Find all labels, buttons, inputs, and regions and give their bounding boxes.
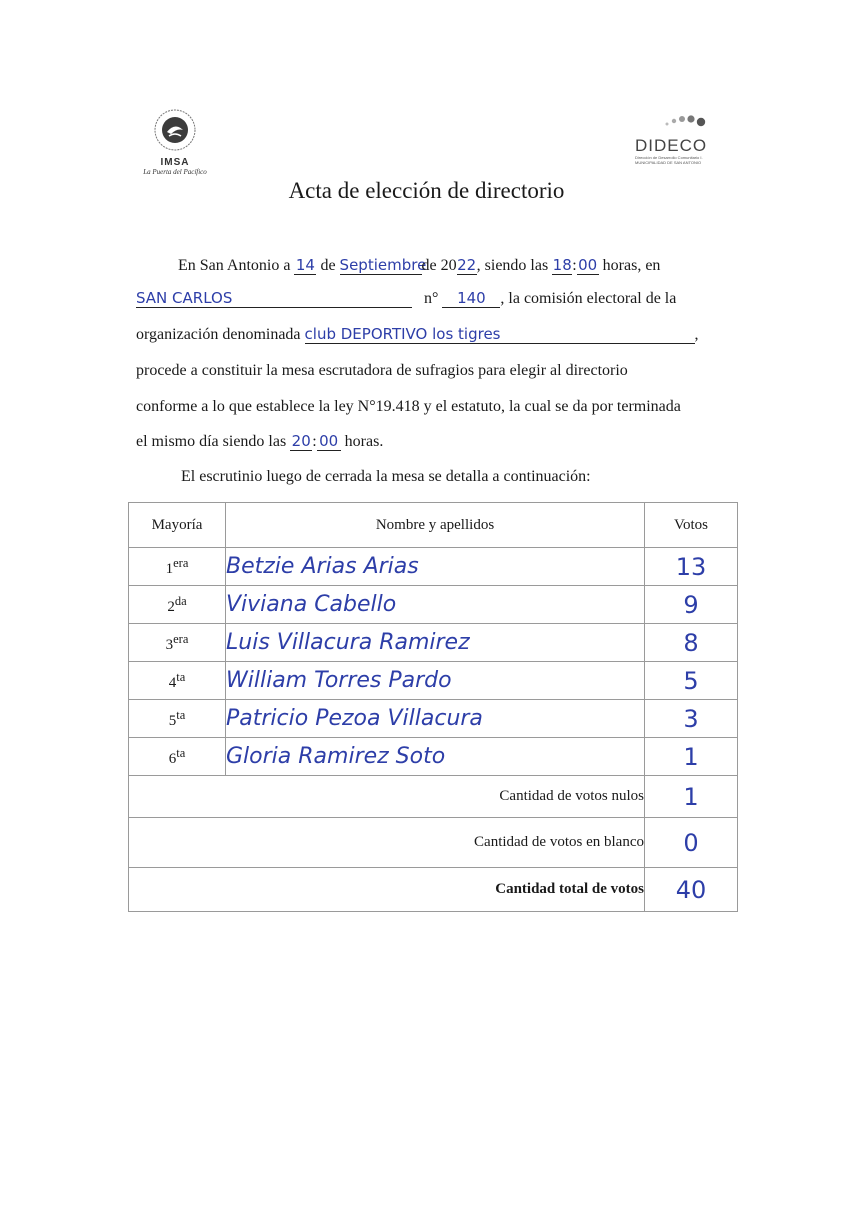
value-votos-total: 40 (645, 868, 738, 912)
field-minute: 00 (578, 256, 598, 274)
intro-line-2 (136, 289, 724, 309)
rank-suffix: ta (176, 745, 186, 760)
totals-row-blanco (129, 818, 738, 868)
table-row (129, 548, 738, 586)
intro-line-5: conforme a lo que establece la ley N°19.418 y el estatuto, la cual se da por terminada (136, 398, 681, 415)
rank-cell (129, 700, 226, 738)
table-row (129, 624, 738, 662)
table-row (129, 586, 738, 624)
rank-cell (129, 662, 226, 700)
intro-line-1 (178, 256, 724, 276)
rank-suffix: era (173, 555, 189, 570)
rank-cell (129, 738, 226, 776)
imsa-logo (130, 108, 220, 178)
text-horas: horas. (344, 433, 384, 450)
intro-line-6 (136, 432, 724, 452)
rank-number: 2 (167, 598, 175, 615)
rank-number: 4 (168, 674, 177, 691)
header-rank: Mayoría (129, 503, 226, 548)
municipality-emblem-icon (153, 108, 197, 152)
header-name: Nombre y apellidos (226, 503, 645, 548)
rank-cell (129, 548, 226, 586)
candidate-name: William Torres Pardo (226, 662, 645, 700)
intro-line-7: El escrutinio luego de cerrada la mesa se detalla a continuación: (181, 468, 591, 485)
dideco-logo (635, 110, 725, 170)
field-month: Septiembre (339, 256, 427, 274)
totals-row-nulos (129, 776, 738, 818)
text-comma: , (694, 326, 699, 343)
candidate-name: Patricio Pezoa Villacura (226, 700, 645, 738)
rank-number: 6 (168, 750, 177, 767)
rank-cell (129, 624, 226, 662)
imsa-tagline: La Puerta del Pacífico (143, 168, 207, 176)
field-end-minute: 00 (317, 432, 341, 451)
label-votos-blanco: Cantidad de votos en blanco (129, 818, 645, 868)
field-day: 14 (295, 256, 315, 274)
rank-number: 1 (165, 560, 174, 577)
field-street: SAN CARLOS (136, 289, 412, 308)
rank-suffix: da (174, 593, 187, 608)
label-votos-nulos: Cantidad de votos nulos (129, 776, 645, 818)
intro-line-4: procede a constituir la mesa escrutadora de sufragios para elegir al directorio (136, 362, 628, 379)
value-votos-nulos: 1 (645, 776, 738, 818)
imsa-logo-text: IMSA (160, 157, 190, 168)
text-colon-2: : (312, 433, 317, 450)
text-colon: : (572, 257, 577, 274)
value-votos-blanco: 0 (645, 818, 738, 868)
rank-cell (129, 586, 226, 624)
text-san-antonio: En San Antonio a (178, 257, 291, 274)
candidate-name: Luis Villacura Ramirez (226, 624, 645, 662)
text-year-prefix: de 20 (421, 257, 457, 274)
page-title: Acta de elección de directorio (288, 178, 565, 203)
table-row (129, 738, 738, 776)
table-row (129, 700, 738, 738)
rank-number: 3 (165, 636, 174, 653)
vote-count: 1 (645, 738, 738, 776)
results-table (128, 502, 738, 912)
text-siendo-las: , siendo las (476, 257, 549, 274)
dideco-dots-icon (635, 110, 725, 132)
field-hour: 18 (552, 256, 572, 274)
totals-row-total (129, 868, 738, 912)
rank-suffix: ta (176, 669, 186, 684)
table-row (129, 662, 738, 700)
candidate-name: Viviana Cabello (226, 586, 645, 624)
text-organizacion: organización denominada (136, 326, 301, 343)
text-comision: , la comisión electoral de la (500, 290, 677, 307)
label-votos-total: Cantidad total de votos (129, 868, 645, 912)
intro-line-3 (136, 325, 724, 345)
text-mismo-dia: el mismo día siendo las (136, 433, 287, 450)
rank-suffix: era (173, 631, 189, 646)
rank-number: 5 (168, 712, 177, 729)
vote-count: 5 (645, 662, 738, 700)
vote-count: 13 (645, 548, 738, 586)
table-header-row (129, 503, 738, 548)
field-year: 22 (457, 256, 477, 274)
vote-count: 3 (645, 700, 738, 738)
vote-count: 8 (645, 624, 738, 662)
field-number: 140 (442, 289, 500, 308)
field-org-name: club DEPORTIVO los tigres (305, 325, 695, 344)
header-votes: Votos (645, 503, 738, 548)
text-de: de (320, 257, 336, 274)
candidate-name: Gloria Ramirez Soto (226, 738, 645, 776)
vote-count: 9 (645, 586, 738, 624)
dideco-wordmark: DIDECO (635, 136, 708, 155)
dideco-subtitle: Dirección de Desarrollo Comunitario I. MUNICIPALIDAD DE SAN ANTONIO (635, 155, 703, 165)
text-number-label: n° (424, 290, 439, 307)
field-end-hour: 20 (291, 432, 311, 450)
candidate-name: Betzie Arias Arias (226, 548, 645, 586)
rank-suffix: ta (176, 707, 186, 722)
text-horas-en: horas, en (602, 257, 661, 274)
